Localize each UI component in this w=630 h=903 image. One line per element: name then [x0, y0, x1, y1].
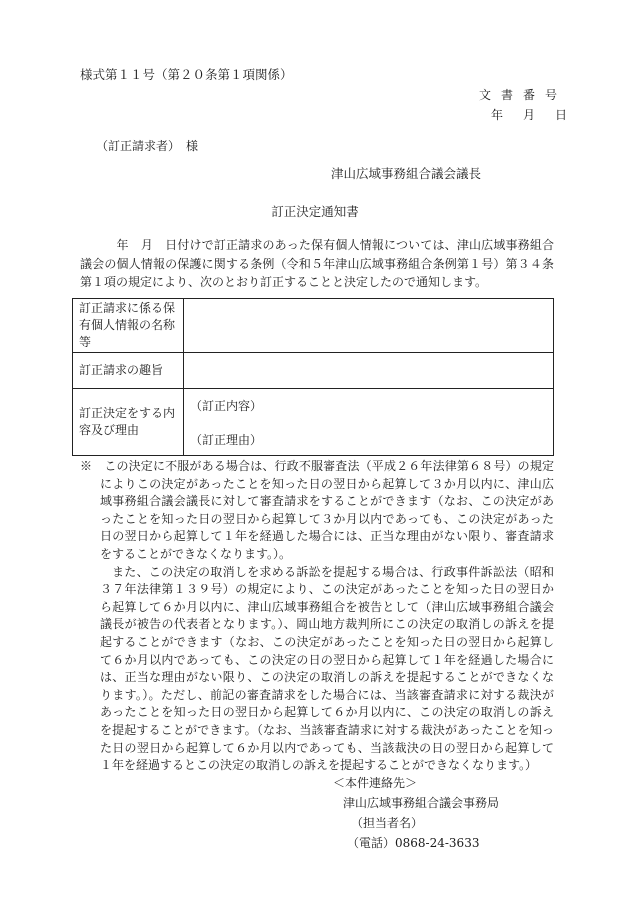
sender: 津山広域事務組合議会議長	[331, 166, 482, 181]
table-row	[73, 299, 554, 353]
contact-header: ＜本件連絡先＞	[333, 776, 418, 790]
correction-content-label: （訂正内容）	[190, 398, 263, 413]
form-number: 様式第１１号（第２０条第１項関係）	[80, 67, 293, 82]
document-title: 訂正決定通知書	[271, 204, 359, 219]
contact-person: （担当者名）	[351, 816, 424, 830]
contact-block	[333, 773, 499, 853]
row-value-decision	[184, 389, 554, 456]
row-value-purpose	[184, 353, 554, 389]
row-label-decision: 訂正決定をする内容及び理由	[73, 389, 184, 456]
table-row	[73, 389, 554, 456]
date-year: 年	[490, 108, 503, 122]
addressee: （訂正請求者） 様	[96, 139, 199, 153]
document-number-label: 文書番号	[478, 88, 567, 102]
appeal-notice-first: ※ この決定に不服がある場合は、行政不服審査法（平成２６年法律第６８号）の規定によりこの決定があったことを知った日の翌日から起算して３か月以内に、津山広域事務組合議会議長に対して審査請求をすることができます（なお、この決定があったことを知った日の翌日から起算して３か月以内であっても、この決定があった日の翌日から起算して１年を経過した場合には、正当な理由がない限り、審査請求をすることができなくなります。）。	[80, 459, 554, 561]
appeal-notice	[80, 458, 554, 775]
date-day: 日	[554, 108, 567, 122]
body-paragraph: 年 月 日付けで訂正請求のあった保有個人情報については、津山広域事務組合議会の個人情報の保護に関する条例（令和５年津山広域事務組合条例第１号）第３４条第１項の規定により、次のとおり訂正することと決定したので通知します。	[80, 238, 554, 289]
contact-phone: （電話）0868-24-3633	[347, 836, 480, 850]
row-label-purpose: 訂正請求の趣旨	[73, 353, 184, 389]
contact-office: 津山広域事務組合議会事務局	[343, 796, 500, 810]
document-date	[471, 109, 567, 121]
appeal-notice-second: また、この決定の取消しを求める訴訟を提起する場合は、行政事件訴訟法（昭和３７年法律第１３９号）の規定により、この決定があったことを知った日の翌日から起算して６か月以内に、津山広域事務組合を被告として（津山広域事務組合議会議長が被告の代表者となります。）、岡山地方裁判所にこの決定の取消しの訴えを提起することができます（なお、この決定があったことを知った日の翌日から起算して６か月以内であっても、この決定の日の翌日から起算して１年を経過した場合には、正当な理由がない限り、この決定の取消しの訴えを提起することができなくなります。）。ただし、前記の審査請求をした場合には、当該審査請求に対する裁決があったことを知った日の翌日から起算して６か月以内に、この決定の取消しの訴えを提起することができます。（なお、当該審査請求に対する裁決があったことを知った日の翌日から起算して６か月以内であっても、当該裁決の日の翌日から起算して１年を経過するとこの決定の取消しの訴えを提起することができなくなります。）	[100, 564, 554, 773]
table-row	[73, 353, 554, 389]
decision-table	[72, 298, 554, 456]
date-month: 月	[522, 108, 535, 122]
row-label-info-name: 訂正請求に係る保有個人情報の名称等	[73, 299, 184, 353]
row-value-info-name	[184, 299, 554, 353]
correction-reason-label: （訂正理由）	[190, 432, 263, 447]
